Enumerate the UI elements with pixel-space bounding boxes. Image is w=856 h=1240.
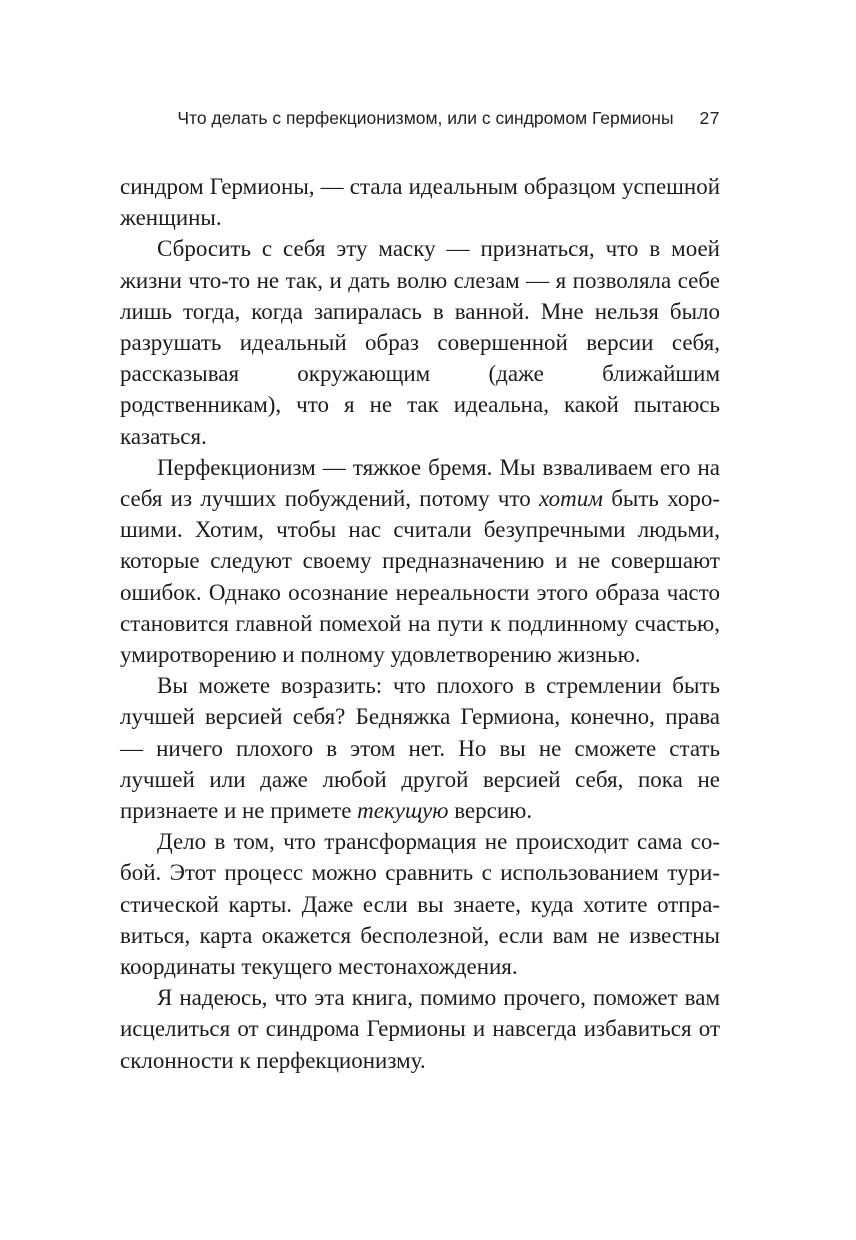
emphasis-text: текущую	[357, 798, 449, 824]
body-text	[120, 171, 720, 1076]
paragraph	[120, 233, 720, 451]
paragraph	[120, 171, 720, 233]
page-number: 27	[699, 108, 720, 128]
paragraph-text: синдром Гермионы, — стала идеальным образцом успешной женщины.	[120, 174, 720, 231]
chapter-title: Что делать с перфекционизмом, или с синдромом Гермионы	[177, 108, 674, 128]
paragraph	[120, 826, 720, 982]
paragraph-text: Я надеюсь, что эта книга, помимо прочего, поможет вам исцелиться от синдрома Гермионы и навсегда избавиться от склонности к перфекционизму.	[120, 985, 720, 1073]
paragraph-text: Перфекционизм — тяжкое бремя. Мы взваливаем его на себя из лучших побуждений, потому что	[120, 454, 720, 512]
running-header	[120, 106, 720, 130]
paragraph-text: быть хорошими. Хотим, чтобы нас считали безупречными людьми, которые следуют своему предназначению и не совершают ошибок. Однако осознание нереальности этого образа часто становится главной помехой на пути к подлинному счастью, умиротворению и полному удовлетворению жизнью.	[120, 486, 720, 668]
paragraph-text: Сбросить с себя эту маску — признаться, что в моей жизни что-то не так, и дать волю слезам — я позволяла себе лишь тогда, когда запиралась в ванной. Мне нельзя было разрушать идеальный образ совершенной версии себя, рассказывая окружающим (даже ближайшим родственникам), что я не так идеальна, какой пытаюсь казаться.	[120, 236, 720, 449]
paragraph	[120, 982, 720, 1076]
paragraph-text: версию.	[448, 798, 533, 824]
paragraph-text: Дело в том, что трансформация не происходит сама собой. Этот процесс можно сравнить с использованием туристической карты. Даже если вы знаете, куда хотите отправиться, карта окажется бесполезной, если вам не известны координаты текущего местонахождения.	[120, 829, 720, 980]
emphasis-text: хотим	[539, 486, 603, 512]
paragraph	[120, 452, 720, 670]
paragraph	[120, 670, 720, 826]
paragraph-text: Вы можете возразить: что плохого в стремлении быть лучшей версией себя? Бедняжка Гермиона, конечно, права — ничего плохого в этом нет. Но вы не сможете стать лучшей или даже любой другой версией себя, пока не признаете и не примете	[120, 673, 720, 824]
